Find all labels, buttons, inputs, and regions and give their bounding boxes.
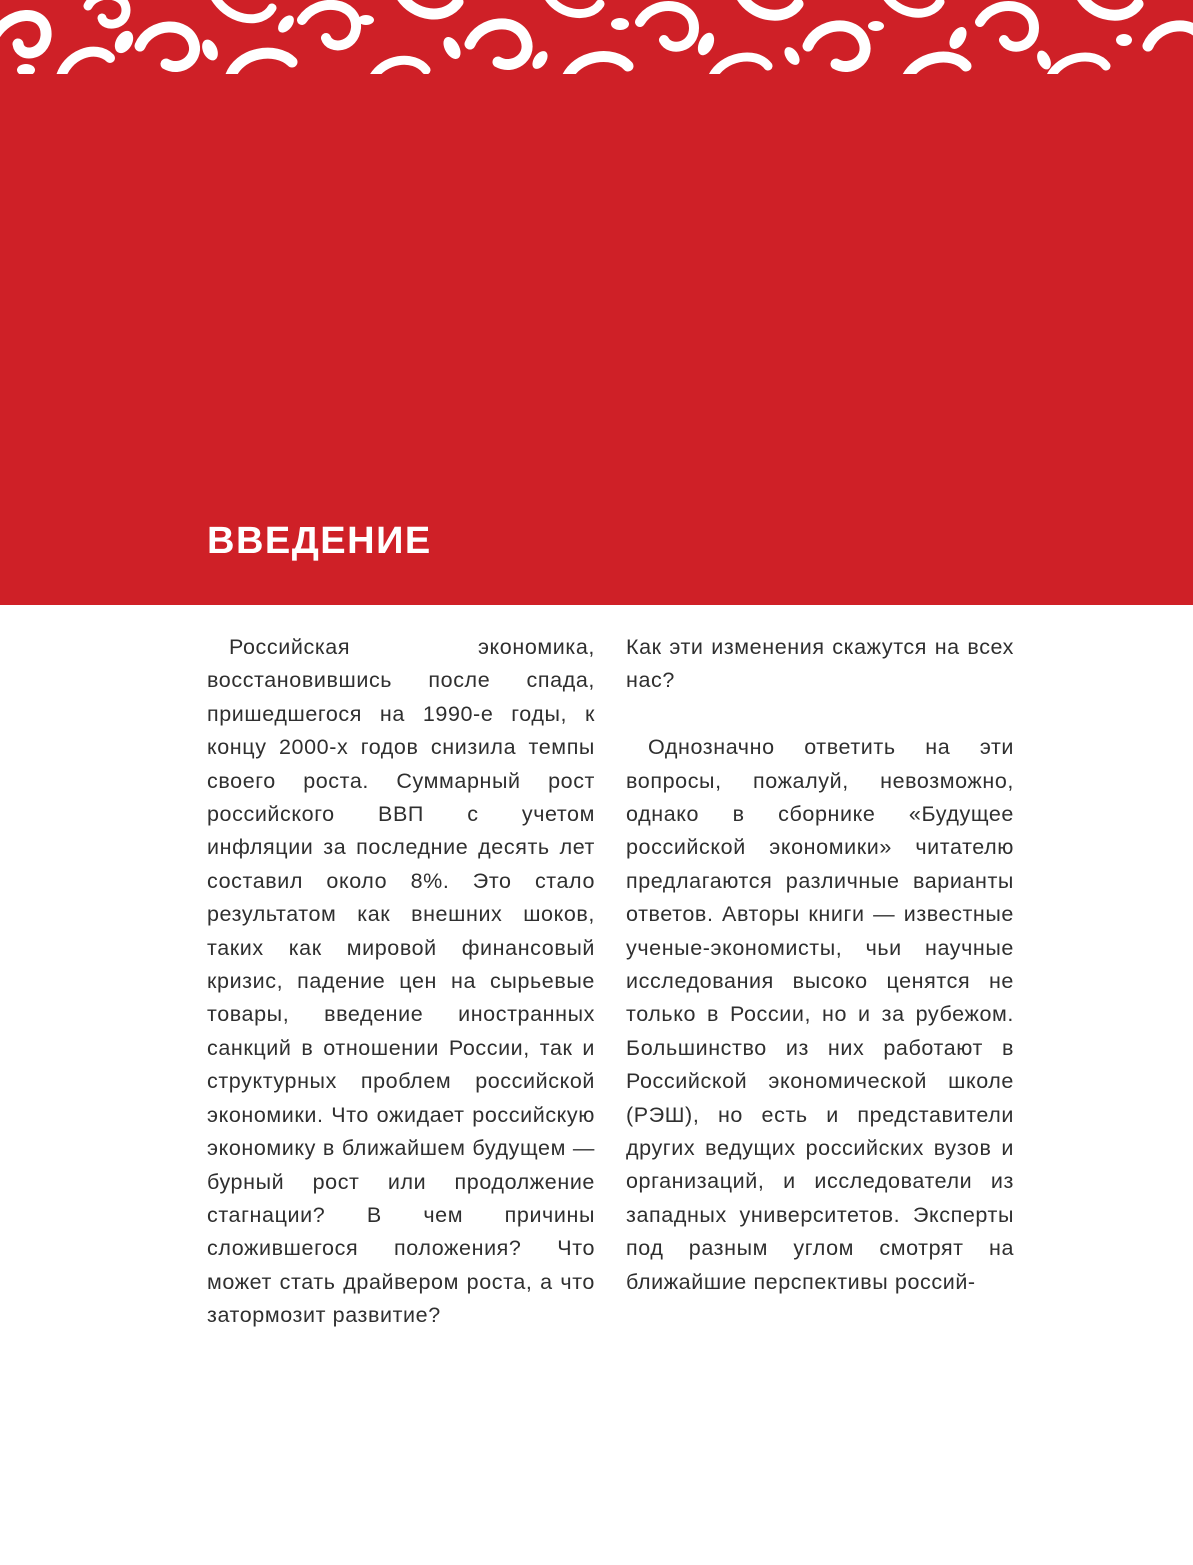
body-paragraph-2: Однозначно ответить на эти вопросы, пожалуй, невозможно, однако в сборнике «Будущее российской экономики» читателю предлагаются различные варианты ответов. Авторы книги — известные ученые-экономисты, чьи научные исследования высоко ценятся не только в России, но и за рубежом. Большинство из них работают в Российской экономической школе (РЭШ), но есть и представители других ведущих российских вузов и организаций, и исследователи из западных университетов. Эксперты под разным углом смотрят на ближайшие перспективы россий- (626, 735, 1014, 1294)
ornament-strip (0, 0, 1193, 74)
swirl-ornament-icon (0, 0, 1193, 74)
body-paragraph-continuation: Как эти изменения скажутся на всех нас? (626, 635, 1014, 693)
title-banner (0, 74, 1193, 605)
text-column-left (207, 631, 595, 1333)
chapter-title: ВВЕДЕНИЕ (207, 520, 432, 562)
text-column-right (626, 631, 1014, 1299)
body-paragraph-1: Российская экономика, восстановившись после спада, пришедшегося на 1990-е годы, к концу 2000-х годов снизила темпы своего роста. Суммарный рост российского ВВП с учетом инфляции за последние десять лет составил около 8%. Это стало результатом как внешних шоков, таких как мировой финансовый кризис, падение цен на сырьевые товары, введение иностранных санкций в отношении России, так и структурных проблем российской экономики. Что ожидает российскую экономику в ближайшем будущем — бурный рост или продолжение стагнации? В чем причины сложившегося положения? Что может стать драйвером роста, а что затормозит развитие? (207, 635, 595, 1328)
